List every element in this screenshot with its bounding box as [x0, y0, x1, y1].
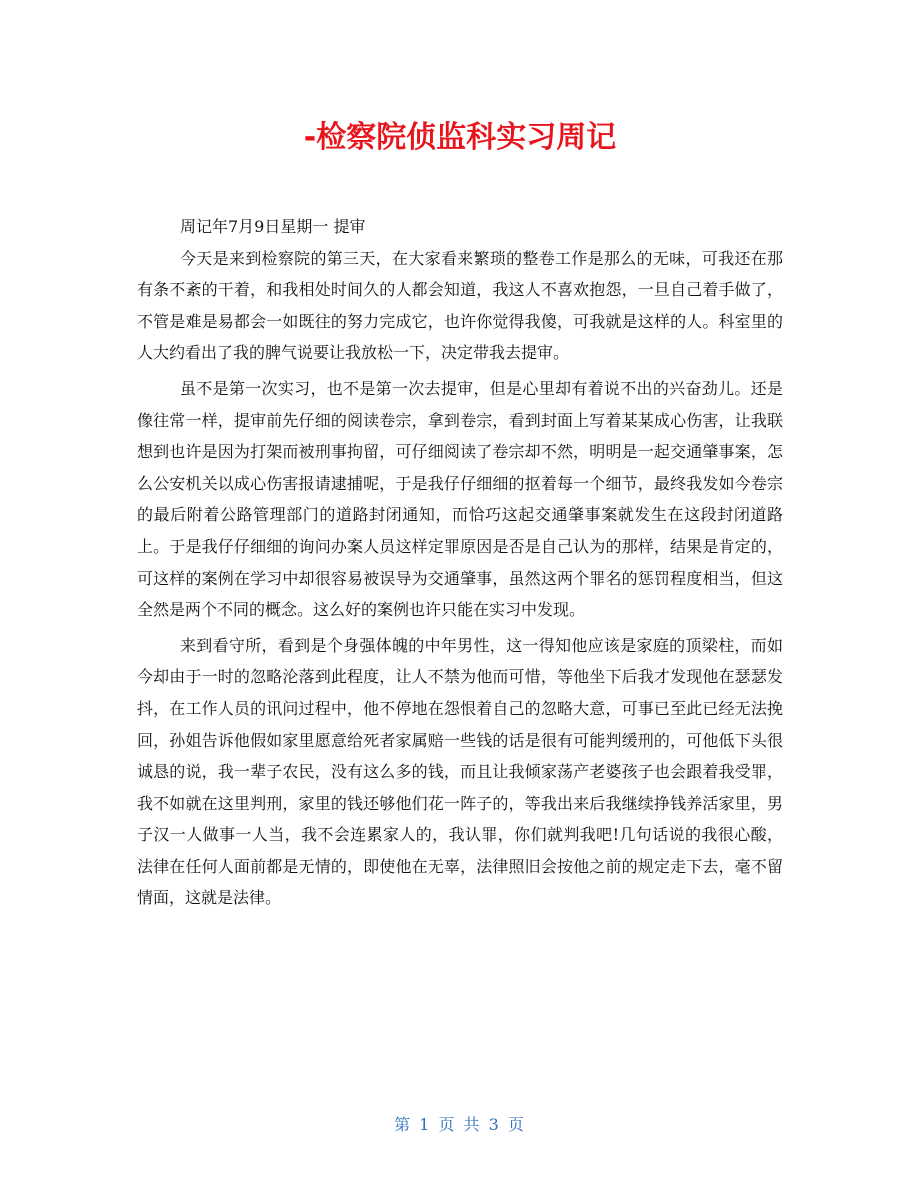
paragraph-2: 虽不是第一次实习，也不是第一次去提审，但是心里却有着说不出的兴奋劲儿。还是像往常一样，提审前先仔细的阅读卷宗，拿到卷宗，看到封面上写着某某成心伤害，让我联想到也许是因为打架而被刑事拘留，可仔细阅读了卷宗却不然，明明是一起交通肇事案，怎么公安机关以成心伤害报请逮捕呢，于是我仔仔细细的抠着每一个细节，最终我发如今卷宗的最后附着公路管理部门的道路封闭通知，而恰巧这起交通肇事案就发生在这段封闭道路上。于是我仔仔细细的询问办案人员这样定罪原因是否是自己认为的那样，结果是肯定的，可这样的案例在学习中却很容易被误导为交通肇事，虽然这两个罪名的惩罚程度相当，但这全然是两个不同的概念。这么好的案例也许只能在实习中发现。	[137, 378, 783, 620]
page-number-footer: 第 1 页 共 3 页	[394, 1115, 526, 1134]
document-title: -检察院侦监科实习周记	[303, 120, 617, 155]
paragraph-1: 今天是来到检察院的第三天，在大家看来繁琐的整卷工作是那么的无味，可我还在那有条不紊的干着，和我相处时间久的人都会知道，我这人不喜欢抱怨，一旦自己着手做了，不管是难是易都会一如既往的努力完成它，也许你觉得我傻，可我就是这样的人。科室里的人大约看出了我的脾气说要让我放松一下，决定带我去提审。	[137, 248, 783, 363]
paragraph-3: 来到看守所，看到是个身强体魄的中年男性，这一得知他应该是家庭的顶梁柱，而如今却由于一时的忽略沦落到此程度，让人不禁为他而可惜，等他坐下后我才发现他在瑟瑟发抖，在工作人员的讯问过程中，他不停地在怨恨着自己的忽略大意，可事已至此已经无法挽回，孙姐告诉他假如家里愿意给死者家属赔一些钱的话是很有可能判缓刑的，可他低下头很诚恳的说，我一辈子农民，没有这么多的钱，而且让我倾家荡产老婆孩子也会跟着我受罪，我不如就在这里判刑，家里的钱还够他们花一阵子的，等我出来后我继续挣钱养活家里，男子汉一人做事一人当，我不会连累家人的，我认罪，你们就判我吧!几句话说的我很心酸，法律在任何人面前都是无情的，即使他在无辜，法律照旧会按他之前的规定走下去，毫不留情面，这就是法律。	[137, 635, 783, 908]
document-body	[137, 211, 783, 918]
diary-date-heading: 周记年7月9日星期一 提审	[180, 217, 366, 236]
